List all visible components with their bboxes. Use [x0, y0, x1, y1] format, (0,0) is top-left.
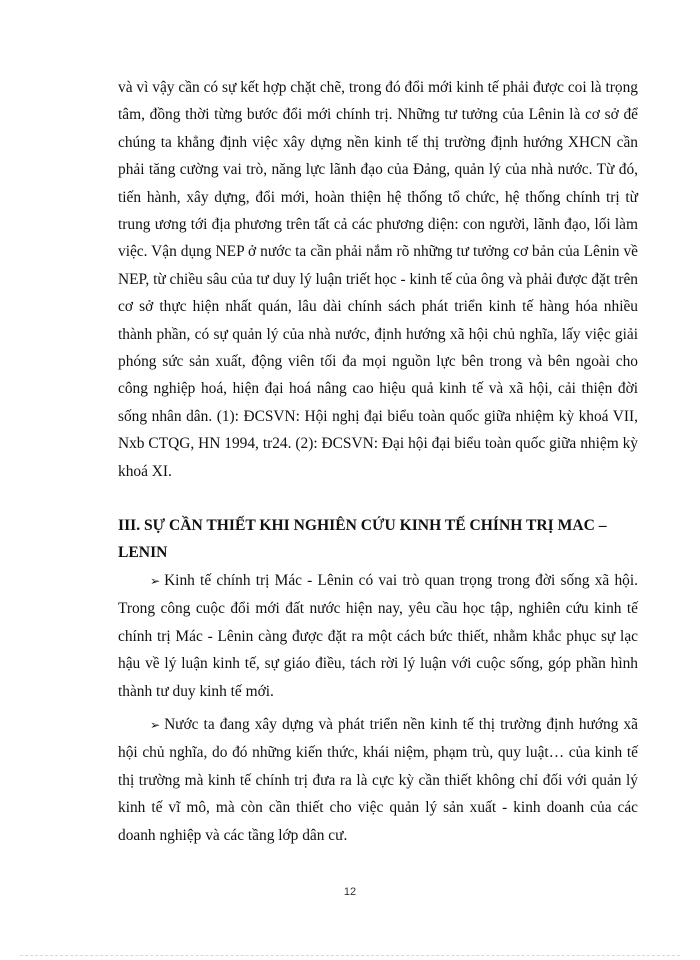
bullet-paragraph-1 [118, 567, 638, 705]
section-heading: III. SỰ CẦN THIẾT KHI NGHIÊN CỨU KINH TẾ CHÍNH TRỊ MAC – LENIN [118, 517, 607, 561]
bullet-text-1: Kinh tế chính trị Mác - Lênin có vai trò quan trọng trong đời sống xã hội. Trong công cuộc đổi mới đất nước hiện nay, yêu cầu học tập, nghiên cứu kinh tế chính trị Mác - Lênin càng được đặt ra một cách bức thiết, nhằm khắc phục sự lạc hậu về lý luận kinh tế, sự giáo điều, tách rời lý luận với cuộc sống, góp phần hình thành tư duy kinh tế mới. [118, 572, 638, 700]
arrow-bullet-icon: ➢ [150, 718, 161, 732]
page-bottom-divider [20, 955, 680, 956]
bullet-paragraph-2 [118, 711, 638, 849]
arrow-bullet-icon: ➢ [150, 574, 161, 588]
page-number: 12 [343, 886, 357, 898]
bullet-text-2: Nước ta đang xây dựng và phát triển nền kinh tế thị trường định hướng xã hội chủ nghĩa, do đó những kiến thức, khái niệm, phạm trù, quy luật… của kinh tế thị trường mà kinh tế chính trị đưa ra là cực kỳ cần thiết không chỉ đối với quản lý kinh tế vĩ mô, mà còn cần thiết cho việc quản lý sản xuất - kinh doanh của các doanh nghiệp và các tầng lớp dân cư. [118, 716, 638, 844]
body-paragraph: và vì vậy cần có sự kết hợp chặt chẽ, trong đó đổi mới kinh tế phải được coi là trọng tâm, đồng thời từng bước đổi mới chính trị. Những tư tưởng của Lênin là cơ sở để chúng ta khẳng định việc xây dựng nền kinh tế thị trường định hướng XHCN cần phải tăng cường vai trò, năng lực lãnh đạo của Đảng, quản lý của nhà nước. Từ đó, tiến hành, xây dựng, đổi mới, hoàn thiện hệ thống tổ chức, hệ thống chính trị từ trung ương tới địa phương trên tất cả các phương diện: con người, lãnh đạo, lối làm việc. Vận dụng NEP ở nước ta cần phải nắm rõ những tư tưởng cơ bản của Lênin về NEP, từ chiều sâu của tư duy lý luận triết học - kinh tế của ông và phải được đặt trên cơ sở thực hiện nhất quán, lâu dài chính sách phát triển kinh tế hàng hóa nhiều thành phần, có sự quản lý của nhà nước, định hướng xã hội chủ nghĩa, lấy việc giải phóng sức sản xuất, động viên tối đa mọi nguồn lực bên trong và bên ngoài cho công nghiệp hoá, hiện đại hoá nâng cao hiệu quả kinh tế và xã hội, cải thiện đời sống nhân dân. (1): ĐCSVN: Hội nghị đại biểu toàn quốc giữa nhiệm kỳ khoá VII, Nxb CTQG, HN 1994, tr24. (2): ĐCSVN: Đại hội đại biểu toàn quốc giữa nhiệm kỳ khoá XI. [118, 79, 638, 480]
